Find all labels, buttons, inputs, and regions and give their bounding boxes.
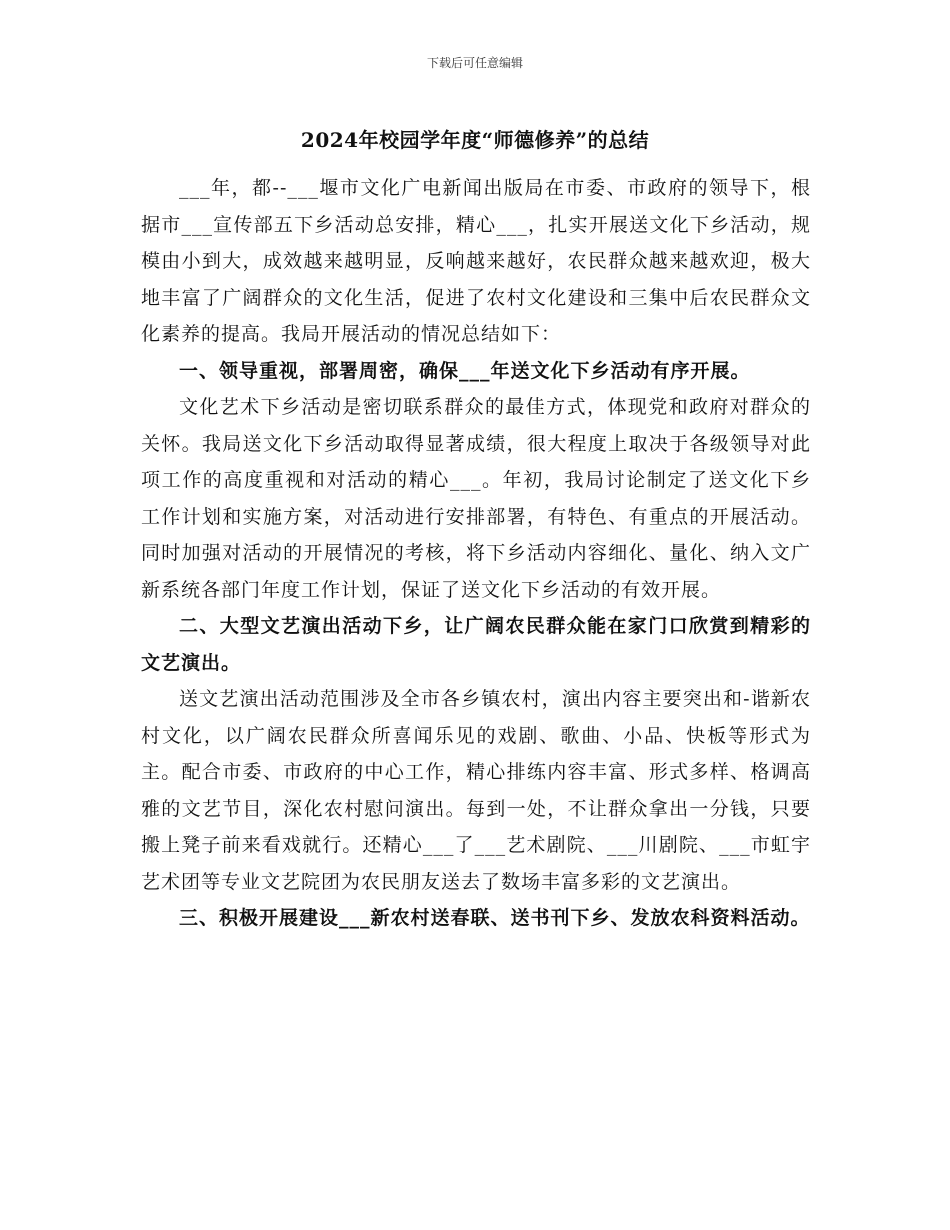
section-heading-1: 一、领导重视，部署周密，确保___年送文化下乡活动有序开展。 [179, 359, 751, 382]
section-heading-2: 二、大型文艺演出活动下乡，让广阔农民群众能在家门口欣赏到精彩的文艺演出。 [141, 615, 811, 674]
section-2-paragraph: 送文艺演出活动范围涉及全市各乡镇农村，演出内容主要突出和-谐新农村文化，以广阔农民群众所喜闻乐见的戏剧、歌曲、小品、快板等形式为主。配合市委、市政府的中心工作，精心排练内容丰富、形式多样、格调高雅的文艺节目，深化农村慰问演出。每到一处，不让群众拿出一分钱，只要搬上凳子前来看戏就行。还精心___了___艺术剧院、___川剧院、___市虹宇艺术团等专业文艺院团为农民朋友送去了数场丰富多彩的文艺演出。 [141, 688, 811, 893]
document-title: 2024年校园学年度“师德修养”的总结 [300, 128, 650, 152]
document-body [141, 170, 811, 937]
page-header-note: 下载后可任意编辑 [426, 56, 523, 70]
intro-paragraph: ___年，都--___堰市文化广电新闻出版局在市委、市政府的领导下，根据市___宣传部五下乡活动总安排，精心___，扎实开展送文化下乡活动，规模由小到大，成效越来越明显，反响越来越好，农民群众越来越欢迎，极大地丰富了广阔群众的文化生活，促进了农村文化建设和三集中后农民群众文化素养的提高。我局开展活动的情况总结如下： [141, 177, 811, 345]
section-1-paragraph: 文化艺术下乡活动是密切联系群众的最佳方式，体现党和政府对群众的关怀。我局送文化下乡活动取得显著成绩，很大程度上取决于各级领导对此项工作的高度重视和对活动的精心___。年初，我局讨论制定了送文化下乡工作计划和实施方案，对活动进行安排部署，有特色、有重点的开展活动。同时加强对活动的开展情况的考核，将下乡活动内容细化、量化、纳入文广新系统各部门年度工作计划，保证了送文化下乡活动的有效开展。 [141, 396, 811, 601]
section-heading-3: 三、积极开展建设___新农村送春联、送书刊下乡、发放农科资料活动。 [179, 907, 811, 929]
